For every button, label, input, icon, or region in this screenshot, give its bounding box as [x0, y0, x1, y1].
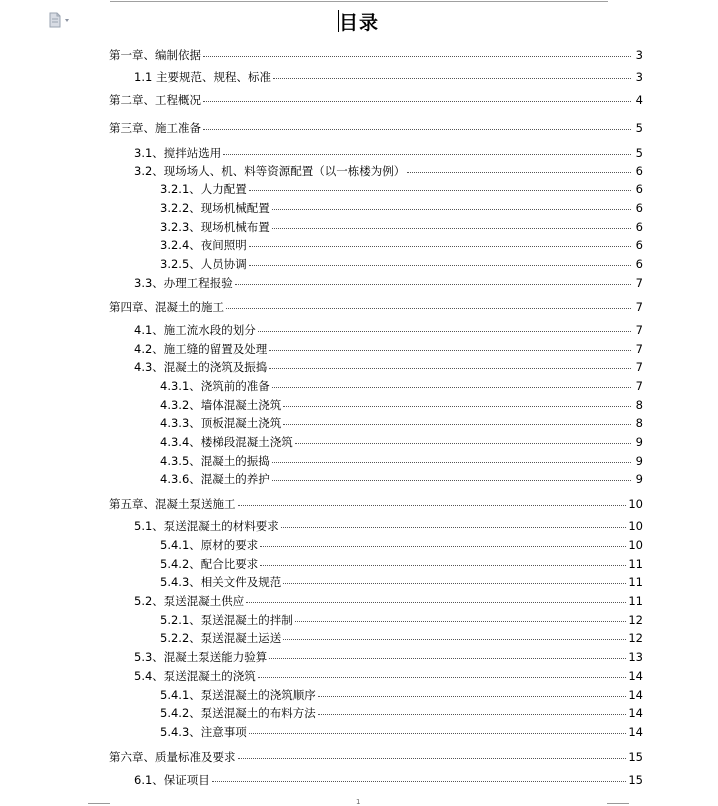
toc-entry[interactable] [160, 201, 643, 215]
toc-dot-leader [295, 443, 631, 444]
toc-entry[interactable] [160, 613, 643, 627]
toc-dot-leader [258, 677, 627, 678]
toc-page-number: 7 [635, 379, 643, 393]
toc-entry[interactable] [160, 706, 643, 720]
toc-dot-leader [203, 56, 631, 57]
toc-page-number: 10 [628, 519, 643, 533]
toc-page-number: 15 [628, 773, 643, 787]
toc-entry[interactable] [109, 300, 643, 314]
toc-entry-text: 第三章、施工准备 [109, 121, 201, 135]
toc-page-number: 14 [628, 706, 643, 720]
toc-page-number: 6 [635, 201, 643, 215]
toc-dot-leader [249, 733, 627, 734]
toc-entry[interactable] [109, 48, 643, 62]
toc-entry[interactable] [160, 725, 643, 739]
toc-dot-leader [246, 602, 626, 603]
toc-entry-text: 5.4.3、相关文件及规范 [160, 575, 282, 589]
page-number-marker: 1 [356, 798, 361, 806]
toc-entry[interactable] [160, 631, 643, 645]
toc-dot-leader [269, 350, 631, 351]
toc-page-number: 11 [628, 594, 643, 608]
toc-entry[interactable] [160, 416, 643, 430]
toc-dot-leader [318, 714, 627, 715]
toc-entry[interactable] [134, 164, 643, 178]
toc-page-number: 9 [635, 472, 643, 486]
toc-dot-leader [318, 696, 627, 697]
toc-entry-text: 4.3.2、墙体混凝土浇筑 [160, 398, 282, 412]
toc-entry-text: 3.1、搅拌站选用 [134, 146, 222, 160]
toc-page-number: 6 [635, 257, 643, 271]
toc-dot-leader [272, 228, 631, 229]
toc-dot-leader [272, 209, 631, 210]
toc-entry[interactable] [109, 497, 643, 511]
toc-dot-leader [226, 308, 631, 309]
toc-page-number: 14 [628, 725, 643, 739]
toc-entry[interactable] [134, 360, 643, 374]
toc-entry[interactable] [109, 121, 643, 135]
toc-dot-leader [272, 387, 631, 388]
toc-entry[interactable] [134, 650, 643, 664]
toc-dot-leader [223, 154, 631, 155]
toc-page-number: 5 [635, 146, 643, 160]
toc-entry-text: 1.1 主要规范、规程、标准 [134, 70, 271, 84]
toc-dot-leader [283, 639, 626, 640]
toc-dot-leader [238, 758, 627, 759]
toc-page-number: 6 [635, 220, 643, 234]
toc-entry[interactable] [160, 238, 643, 252]
toc-dot-leader [260, 565, 626, 566]
toc-entry-text: 6.1、保证项目 [134, 773, 210, 787]
toc-page-number: 13 [628, 650, 643, 664]
toc-title: 目录 [338, 12, 379, 34]
toc-entry-text: 5.4、泵送混凝土的浇筑 [134, 669, 256, 683]
toc-page-number: 7 [635, 300, 643, 314]
toc-entry-text: 第六章、质量标准及要求 [109, 750, 236, 764]
toc-page-number: 6 [635, 164, 643, 178]
toc-entry-text: 3.2.1、人力配置 [160, 182, 247, 196]
toc-page-number: 15 [628, 750, 643, 764]
toc-entry-text: 3.2.5、人员协调 [160, 257, 247, 271]
toc-entry[interactable] [160, 398, 643, 412]
toc-page-number: 6 [635, 238, 643, 252]
toc-entry-text: 3.2、现场场人、机、料等资源配置（以一栋楼为例） [134, 164, 406, 178]
toc-entry-text: 3.2.2、现场机械配置 [160, 201, 270, 215]
toc-entry-text: 5.4.2、配合比要求 [160, 557, 259, 571]
toc-dot-leader [295, 621, 627, 622]
toc-page-number: 3 [635, 70, 643, 84]
toc-dot-leader [273, 78, 631, 79]
toc-page-number: 14 [628, 669, 643, 683]
toc-entry-text: 4.2、施工缝的留置及处理 [134, 342, 268, 356]
toc-entry[interactable] [160, 454, 643, 468]
toc-entry-text: 4.3.3、顶板混凝土浇筑 [160, 416, 282, 430]
toc-page-number: 11 [628, 575, 643, 589]
toc-entry-text: 5.2.2、泵送混凝土运送 [160, 631, 282, 645]
toc-entry-text: 4.3.4、楼梯段混凝土浇筑 [160, 435, 293, 449]
toc-entry-text: 5.1、泵送混凝土的材料要求 [134, 519, 279, 533]
page-corner-mark-left [88, 803, 110, 804]
toc-page-number: 6 [635, 182, 643, 196]
toc-entry[interactable] [160, 379, 643, 393]
page-corner-mark-right [607, 803, 629, 804]
toc-page-number: 10 [628, 538, 643, 552]
toc-entry[interactable] [160, 182, 643, 196]
toc-entry-text: 4.3、混凝土的浇筑及振捣 [134, 360, 268, 374]
toc-entry-text: 5.4.1、原材的要求 [160, 538, 259, 552]
toc-page-number: 7 [635, 323, 643, 337]
toc-dot-leader [258, 331, 631, 332]
toc-dot-leader [272, 462, 631, 463]
toc-entry-text: 第二章、工程概况 [109, 93, 201, 107]
toc-page-number: 9 [635, 454, 643, 468]
toc-entry[interactable] [160, 575, 643, 589]
toc-entry[interactable] [160, 435, 643, 449]
toc-entry[interactable] [134, 146, 643, 160]
toc-dot-leader [281, 527, 627, 528]
toc-entry-text: 第四章、混凝土的施工 [109, 300, 224, 314]
toc-entry[interactable] [134, 773, 643, 787]
page-bottom-marks [0, 798, 718, 806]
toc-page-number: 8 [635, 416, 643, 430]
toc-entry-text: 3.2.4、夜间照明 [160, 238, 247, 252]
toc-dot-leader [283, 406, 631, 407]
toc-dot-leader [283, 583, 626, 584]
toc-dot-leader [235, 284, 631, 285]
toc-dot-leader [249, 190, 631, 191]
toc-entry[interactable] [109, 750, 643, 764]
toc-dot-leader [238, 505, 627, 506]
toc-dot-leader [269, 658, 626, 659]
toc-entry-text: 3.2.3、现场机械布置 [160, 220, 270, 234]
toc-dot-leader [269, 368, 631, 369]
toc-entry[interactable] [160, 557, 643, 571]
toc-page-number: 12 [628, 631, 643, 645]
toc-entry[interactable] [160, 472, 643, 486]
toc-dot-leader [203, 129, 631, 130]
toc-page-number: 10 [628, 497, 643, 511]
toc-entry-text: 第五章、混凝土泵送施工 [109, 497, 236, 511]
toc-page-number: 9 [635, 435, 643, 449]
toc-entry[interactable] [160, 688, 643, 702]
toc-dot-leader [407, 172, 631, 173]
toc-entry[interactable] [134, 70, 643, 84]
toc-entry-text: 第一章、编制依据 [109, 48, 201, 62]
toc-entry-text: 3.3、办理工程报验 [134, 276, 233, 290]
toc-dot-leader [283, 424, 631, 425]
toc-dot-leader [249, 265, 631, 266]
toc-page-number: 11 [628, 557, 643, 571]
toc-entry-text: 4.3.6、混凝土的养护 [160, 472, 270, 486]
toc-page-number: 7 [635, 276, 643, 290]
toc-entry-text: 5.4.2、泵送混凝土的布料方法 [160, 706, 316, 720]
toc-entry-text: 5.2、泵送混凝土供应 [134, 594, 245, 608]
toc-dot-leader [260, 546, 626, 547]
toc-entry-text: 4.3.1、浇筑前的准备 [160, 379, 270, 393]
toc-dot-leader [249, 246, 631, 247]
toc-entry[interactable] [160, 257, 643, 271]
toc-page-number: 14 [628, 688, 643, 702]
toc-entry-text: 4.3.5、混凝土的振捣 [160, 454, 270, 468]
toc-page-number: 8 [635, 398, 643, 412]
toc-entry[interactable] [134, 323, 643, 337]
toc-entry[interactable] [160, 538, 643, 552]
toc-entry-text: 4.1、施工流水段的划分 [134, 323, 256, 337]
page-top-border [110, 1, 608, 2]
toc-entry[interactable] [134, 519, 643, 533]
toc-dot-leader [212, 781, 627, 782]
toc-entry-text: 5.4.3、注意事项 [160, 725, 247, 739]
toc-page-number: 7 [635, 342, 643, 356]
toc-entry[interactable] [160, 220, 643, 234]
toc-page-number: 3 [635, 48, 643, 62]
toc-page-number: 12 [628, 613, 643, 627]
toc-entry-text: 5.2.1、泵送混凝土的拌制 [160, 613, 293, 627]
toc-entry[interactable] [134, 594, 643, 608]
toc-entry[interactable] [109, 93, 643, 107]
toc-entry[interactable] [134, 342, 643, 356]
toc-entry-text: 5.4.1、泵送混凝土的浇筑顺序 [160, 688, 316, 702]
toc-page-number: 5 [635, 121, 643, 135]
toc-dot-leader [203, 101, 631, 102]
toc-entry[interactable] [134, 669, 643, 683]
toc-page-number: 7 [635, 360, 643, 374]
toc-dot-leader [272, 480, 631, 481]
toc-entry[interactable] [134, 276, 643, 290]
toc-page-number: 4 [635, 93, 643, 107]
toc-entry-text: 5.3、混凝土泵送能力验算 [134, 650, 268, 664]
